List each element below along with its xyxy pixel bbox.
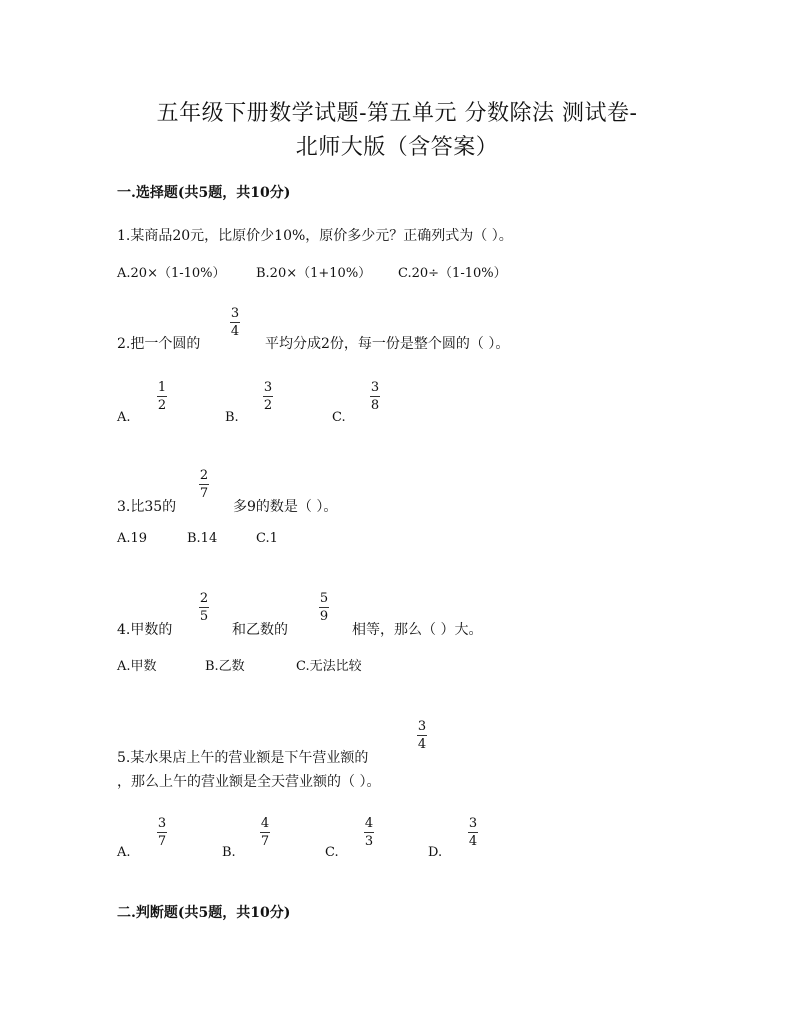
fraction-denominator: 9 xyxy=(319,609,329,624)
question-5-option-d-label: D. xyxy=(428,845,443,860)
question-3-option-a: A.19 xyxy=(117,531,148,546)
fraction-denominator: 5 xyxy=(199,609,209,624)
fraction-numerator: 3 xyxy=(230,306,240,321)
fraction-denominator: 7 xyxy=(199,486,209,501)
question-5-text-line2: ，那么上午的营业额是全天营业额的（ ）。 xyxy=(117,774,381,790)
question-2-option-a-fraction xyxy=(155,381,169,412)
fraction-bar xyxy=(370,396,380,397)
fraction-bar xyxy=(468,832,478,833)
fraction-denominator: 4 xyxy=(230,324,240,339)
section-heading-judgment: 二.判断题(共5题，共10分) xyxy=(117,905,291,921)
fraction-denominator: 7 xyxy=(157,834,167,849)
question-2-option-c-fraction xyxy=(368,381,382,412)
doc-title-line2: 北师大版（含答案） xyxy=(295,135,499,160)
question-5-fraction xyxy=(415,720,429,751)
fraction-numerator: 1 xyxy=(157,380,167,395)
question-2-option-b-fraction xyxy=(261,381,275,412)
section-heading-choice: 一.选择题(共5题，共10分) xyxy=(117,185,291,201)
question-5-option-b-label: B. xyxy=(222,845,236,860)
fraction-numerator: 4 xyxy=(364,816,374,831)
fraction-numerator: 3 xyxy=(263,380,273,395)
question-4-fraction-2 xyxy=(317,592,331,623)
question-1-text: 1.某商品20元，比原价少10%，原价多少元？正确列式为（ ）。 xyxy=(117,228,513,244)
question-4-text-a: 4.甲数的 xyxy=(117,622,173,638)
question-2-option-c-label: C. xyxy=(332,410,346,425)
question-3-text-after: 多9的数是（ ）。 xyxy=(233,499,338,515)
fraction-denominator: 7 xyxy=(260,834,270,849)
question-5-option-b-fraction xyxy=(258,817,272,848)
question-2-fraction xyxy=(228,307,242,338)
fraction-denominator: 4 xyxy=(468,834,478,849)
question-4-option-c: C.无法比较 xyxy=(296,659,362,674)
fraction-bar xyxy=(260,832,270,833)
fraction-numerator: 2 xyxy=(199,591,209,606)
fraction-denominator: 8 xyxy=(370,398,380,413)
fraction-numerator: 4 xyxy=(260,816,270,831)
question-1-option-b: B.20×（1+10%） xyxy=(256,266,372,281)
doc-title-line1: 五年级下册数学试题-第五单元 分数除法 测试卷- xyxy=(156,101,638,126)
fraction-bar xyxy=(230,322,240,323)
question-1-option-c: C.20÷（1-10%） xyxy=(398,266,507,281)
fraction-numerator: 3 xyxy=(417,719,427,734)
fraction-bar xyxy=(199,484,209,485)
question-5-option-c-fraction xyxy=(362,817,376,848)
fraction-numerator: 2 xyxy=(199,468,209,483)
fraction-numerator: 3 xyxy=(468,816,478,831)
fraction-numerator: 5 xyxy=(319,591,329,606)
question-3-text-before: 3.比35的 xyxy=(117,499,177,515)
question-3-option-c: C.1 xyxy=(256,531,278,546)
question-5-text-line1: 5.某水果店上午的营业额是下午营业额的 xyxy=(117,750,369,766)
fraction-numerator: 3 xyxy=(370,380,380,395)
fraction-bar xyxy=(157,396,167,397)
question-3-fraction xyxy=(197,469,211,500)
question-5-option-a-label: A. xyxy=(117,845,131,860)
fraction-denominator: 4 xyxy=(417,737,427,752)
question-5-option-a-fraction xyxy=(155,817,169,848)
fraction-denominator: 2 xyxy=(263,398,273,413)
question-5-option-c-label: C. xyxy=(325,845,339,860)
question-2-text-before: 2.把一个圆的 xyxy=(117,336,201,352)
question-5-option-d-fraction xyxy=(466,817,480,848)
question-3-option-b: B.14 xyxy=(187,531,218,546)
fraction-bar xyxy=(364,832,374,833)
question-4-option-b: B.乙数 xyxy=(205,659,245,674)
question-2-text-after: 平均分成2份，每一份是整个圆的（ ）。 xyxy=(265,336,510,352)
question-4-option-a: A.甲数 xyxy=(117,659,157,674)
question-2-option-a-label: A. xyxy=(117,410,131,425)
fraction-numerator: 3 xyxy=(157,816,167,831)
fraction-bar xyxy=(263,396,273,397)
fraction-denominator: 2 xyxy=(157,398,167,413)
question-4-fraction-1 xyxy=(197,592,211,623)
fraction-bar xyxy=(319,607,329,608)
question-4-text-c: 相等，那么（ ）大。 xyxy=(352,622,483,638)
fraction-bar xyxy=(417,735,427,736)
fraction-bar xyxy=(199,607,209,608)
question-4-text-b: 和乙数的 xyxy=(232,622,288,638)
fraction-bar xyxy=(157,832,167,833)
question-2-option-b-label: B. xyxy=(225,410,239,425)
question-1-option-a: A.20×（1-10%） xyxy=(117,266,226,281)
fraction-denominator: 3 xyxy=(364,834,374,849)
